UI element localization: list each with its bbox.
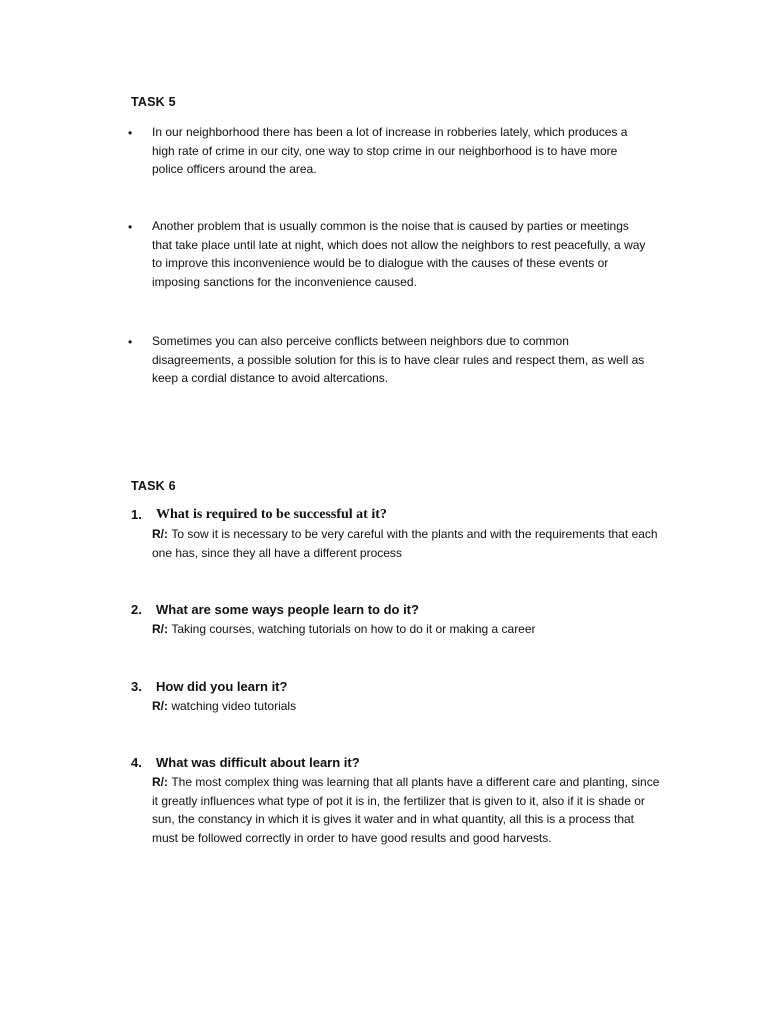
question-answer xyxy=(152,773,662,848)
answer-text: Taking courses, watching tutorials on how to do it or making a career xyxy=(171,622,536,636)
answer-text: The most complex thing was learning that all plants have a different care and planting, since it greatly influences what type of pot it is in, the fertilizer that is given to it, also if it is shade or sun, the constancy in which it is gives it water and in what quantity, all this is a process that must be followed correctly in order to have good results and good harvests. xyxy=(152,775,660,846)
question-answer xyxy=(152,525,662,562)
task5-heading: TASK 5 xyxy=(131,95,176,109)
question-number: 3. xyxy=(131,679,142,694)
question-title: What was difficult about learn it? xyxy=(156,755,360,770)
question-title: What is required to be successful at it? xyxy=(156,507,387,522)
question-number: 1. xyxy=(131,507,142,522)
answer-label: R/: xyxy=(152,699,172,713)
answer-text: To sow it is necessary to be very careful with the plants and with the requirements that each one has, since they all have a different process xyxy=(152,527,658,560)
bullet-icon: • xyxy=(128,335,133,349)
bullet-text: Another problem that is usually common is the noise that is caused by parties or meetings that take place until late at night, which does not allow the neighbors to rest peacefully, a way to improve this inconvenience would be to dialogue with the causes of these events or imposing sanctions for the inconvenience caused. xyxy=(152,219,646,290)
question-number: 4. xyxy=(131,755,142,770)
bullet-text: Sometimes you can also perceive conflicts between neighbors due to common disagreements, a possible solution for this is to have clear rules and respect them, as well as keep a cordial distance to avoid altercations. xyxy=(152,334,645,386)
answer-text: watching video tutorials xyxy=(171,699,297,713)
question-answer xyxy=(152,620,662,639)
question-title: What are some ways people learn to do it? xyxy=(156,602,419,617)
bullet-icon: • xyxy=(128,126,133,140)
bullet-icon: • xyxy=(128,220,133,234)
task6-heading: TASK 6 xyxy=(131,479,176,493)
answer-label: R/: xyxy=(152,527,172,541)
bullet-text: In our neighborhood there has been a lot of increase in robberies lately, which produces a high rate of crime in our city, one way to stop crime in our neighborhood is to have more police officers around the area. xyxy=(152,125,628,177)
question-answer xyxy=(152,697,662,716)
answer-label: R/: xyxy=(152,775,172,789)
answer-label: R/: xyxy=(152,622,172,636)
question-number: 2. xyxy=(131,602,142,617)
question-title: How did you learn it? xyxy=(156,679,288,694)
